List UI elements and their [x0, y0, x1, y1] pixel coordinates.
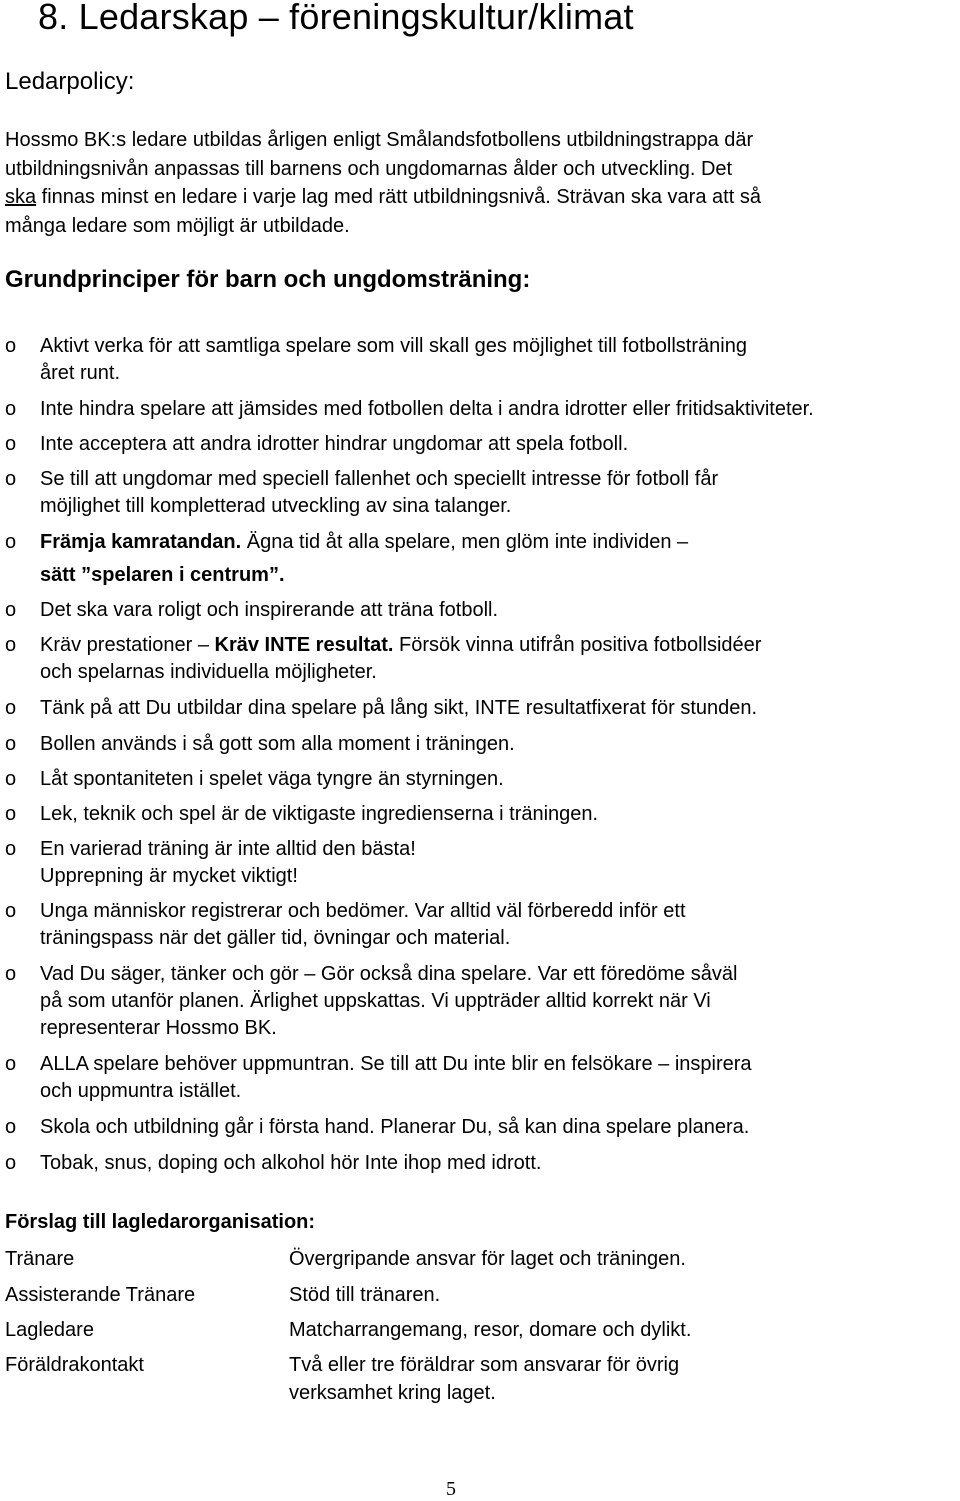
- item-text: [40, 466, 920, 520]
- policy-line: många ledare som möjligt är utbildade.: [5, 214, 350, 237]
- item-line: Unga människor registrerar och bedömer. Var alltid väl förberedd inför ett: [40, 900, 686, 922]
- item-text: [40, 1051, 920, 1105]
- item-line: året runt.: [40, 362, 121, 384]
- item-line: på som utanför planen. Ärlighet uppskattas. Vi uppträder alltid korrekt när Vi: [40, 990, 711, 1012]
- bullet-icon: o: [5, 531, 17, 553]
- item-line: Aktivt verka för att samtliga spelare som vill skall ges möjlighet till fotbollsträning: [40, 335, 747, 357]
- item-line: En varierad träning är inte alltid den bästa!: [40, 838, 416, 860]
- organisation-title: Förslag till lagledarorganisation:: [5, 1211, 316, 1233]
- item-text: [40, 898, 920, 952]
- item-text: [40, 766, 920, 793]
- item-text: [40, 396, 920, 423]
- description-line: Matcharrangemang, resor, domare och dylikt.: [289, 1319, 692, 1341]
- role-label: Tränare: [5, 1248, 75, 1270]
- bullet-icon: o: [5, 634, 17, 656]
- page-number: 5: [446, 1478, 456, 1500]
- bullet-icon: o: [5, 838, 17, 860]
- role-label: Lagledare: [5, 1319, 94, 1341]
- role-description: [289, 1245, 686, 1273]
- item-text: [40, 695, 920, 722]
- policy-title: Ledarpolicy:: [5, 68, 135, 95]
- item-line: Inte hindra spelare att jämsides med fotbollen delta i andra idrotter eller fritidsaktiviteter.: [40, 398, 814, 420]
- description-line: Övergripande ansvar för laget och träningen.: [289, 1248, 686, 1270]
- item-line: Tänk på att Du utbildar dina spelare på lång sikt, INTE resultatfixerat för stunden.: [40, 697, 758, 719]
- description-line: verksamhet kring laget.: [289, 1382, 496, 1404]
- item-line: Kräv prestationer – Kräv INTE resultat. Försök vinna utifrån positiva fotbollsidéer: [40, 634, 762, 656]
- item-line: Upprepning är mycket viktigt!: [40, 865, 298, 887]
- description-line: Stöd till tränaren.: [289, 1284, 441, 1306]
- bullet-icon: o: [5, 468, 17, 490]
- bullet-icon: o: [5, 768, 17, 790]
- role-description: [289, 1351, 679, 1407]
- item-text: [40, 597, 920, 624]
- item-line: och uppmuntra istället.: [40, 1080, 242, 1102]
- item-text: [40, 529, 920, 589]
- role-description: [289, 1316, 691, 1344]
- bullet-icon: o: [5, 1053, 17, 1075]
- bullet-icon: o: [5, 1152, 17, 1174]
- policy-line: Hossmo BK:s ledare utbildas årligen enligt Smålandsfotbollens utbildningstrappa där: [5, 129, 754, 151]
- item-line: sätt ”spelaren i centrum”.: [40, 564, 285, 586]
- bullet-icon: o: [5, 599, 17, 621]
- item-line: Vad Du säger, tänker och gör – Gör också dina spelare. Var ett föredöme såväl: [40, 963, 738, 985]
- item-line: Låt spontaniteten i spelet väga tyngre än styrningen.: [40, 768, 504, 790]
- principles-title: Grundprinciper för barn och ungdomsträning:: [5, 266, 531, 293]
- item-line: representerar Hossmo BK.: [40, 1017, 277, 1039]
- item-line: träningspass när det gäller tid, övningar och material.: [40, 927, 511, 949]
- policy-line: ska finnas minst en ledare i varje lag med rätt utbildningsnivå. Strävan ska vara att så: [5, 186, 761, 208]
- item-text: [40, 961, 920, 1042]
- underlined-word: ska: [5, 186, 37, 208]
- item-text: [40, 1150, 920, 1177]
- policy-line: utbildningsnivån anpassas till barnens och ungdomarnas ålder och utveckling. Det: [5, 157, 733, 180]
- item-line: Bollen används i så gott som alla moment i träningen.: [40, 733, 515, 755]
- description-line: Två eller tre föräldrar som ansvarar för övrig: [289, 1354, 680, 1376]
- item-text: [40, 333, 920, 387]
- item-text: [40, 431, 920, 458]
- role-label: Föräldrakontakt: [5, 1354, 144, 1376]
- item-text: [40, 731, 920, 758]
- role-label: Assisterande Tränare: [5, 1284, 196, 1306]
- item-line: Skola och utbildning går i första hand. Planerar Du, så kan dina spelare planera.: [40, 1116, 750, 1138]
- bullet-icon: o: [5, 733, 17, 755]
- bullet-icon: o: [5, 433, 17, 455]
- bullet-icon: o: [5, 335, 17, 357]
- bullet-icon: o: [5, 963, 17, 985]
- bullet-icon: o: [5, 398, 17, 420]
- item-line: Tobak, snus, doping och alkohol hör Inte ihop med idrott.: [40, 1152, 542, 1174]
- bullet-icon: o: [5, 697, 17, 719]
- item-text: [40, 1114, 920, 1141]
- bullet-icon: o: [5, 900, 17, 922]
- bullet-icon: o: [5, 803, 17, 825]
- item-line: möjlighet till kompletterad utveckling av sina talanger.: [40, 495, 512, 517]
- item-line: Lek, teknik och spel är de viktigaste ingredienserna i träningen.: [40, 803, 599, 825]
- item-text: [40, 632, 920, 686]
- policy-text: [5, 126, 945, 240]
- item-text: [40, 801, 920, 828]
- role-description: [289, 1281, 440, 1309]
- item-line: och spelarnas individuella möjligheter.: [40, 661, 377, 683]
- item-line: ALLA spelare behöver uppmuntran. Se till att Du inte blir en felsökare – inspirera: [40, 1053, 752, 1075]
- section-heading: 8. Ledarskap – föreningskultur/klimat: [38, 0, 634, 37]
- item-line: Inte acceptera att andra idrotter hindrar ungdomar att spela fotboll.: [40, 433, 629, 455]
- item-line: Främja kamratandan. Ägna tid åt alla spelare, men glöm inte individen –: [40, 531, 689, 553]
- item-line: Se till att ungdomar med speciell fallenhet och speciellt intresse för fotboll får: [40, 468, 719, 490]
- item-line: Det ska vara roligt och inspirerande att träna fotboll.: [40, 599, 499, 621]
- item-text: [40, 836, 920, 890]
- bullet-icon: o: [5, 1116, 17, 1138]
